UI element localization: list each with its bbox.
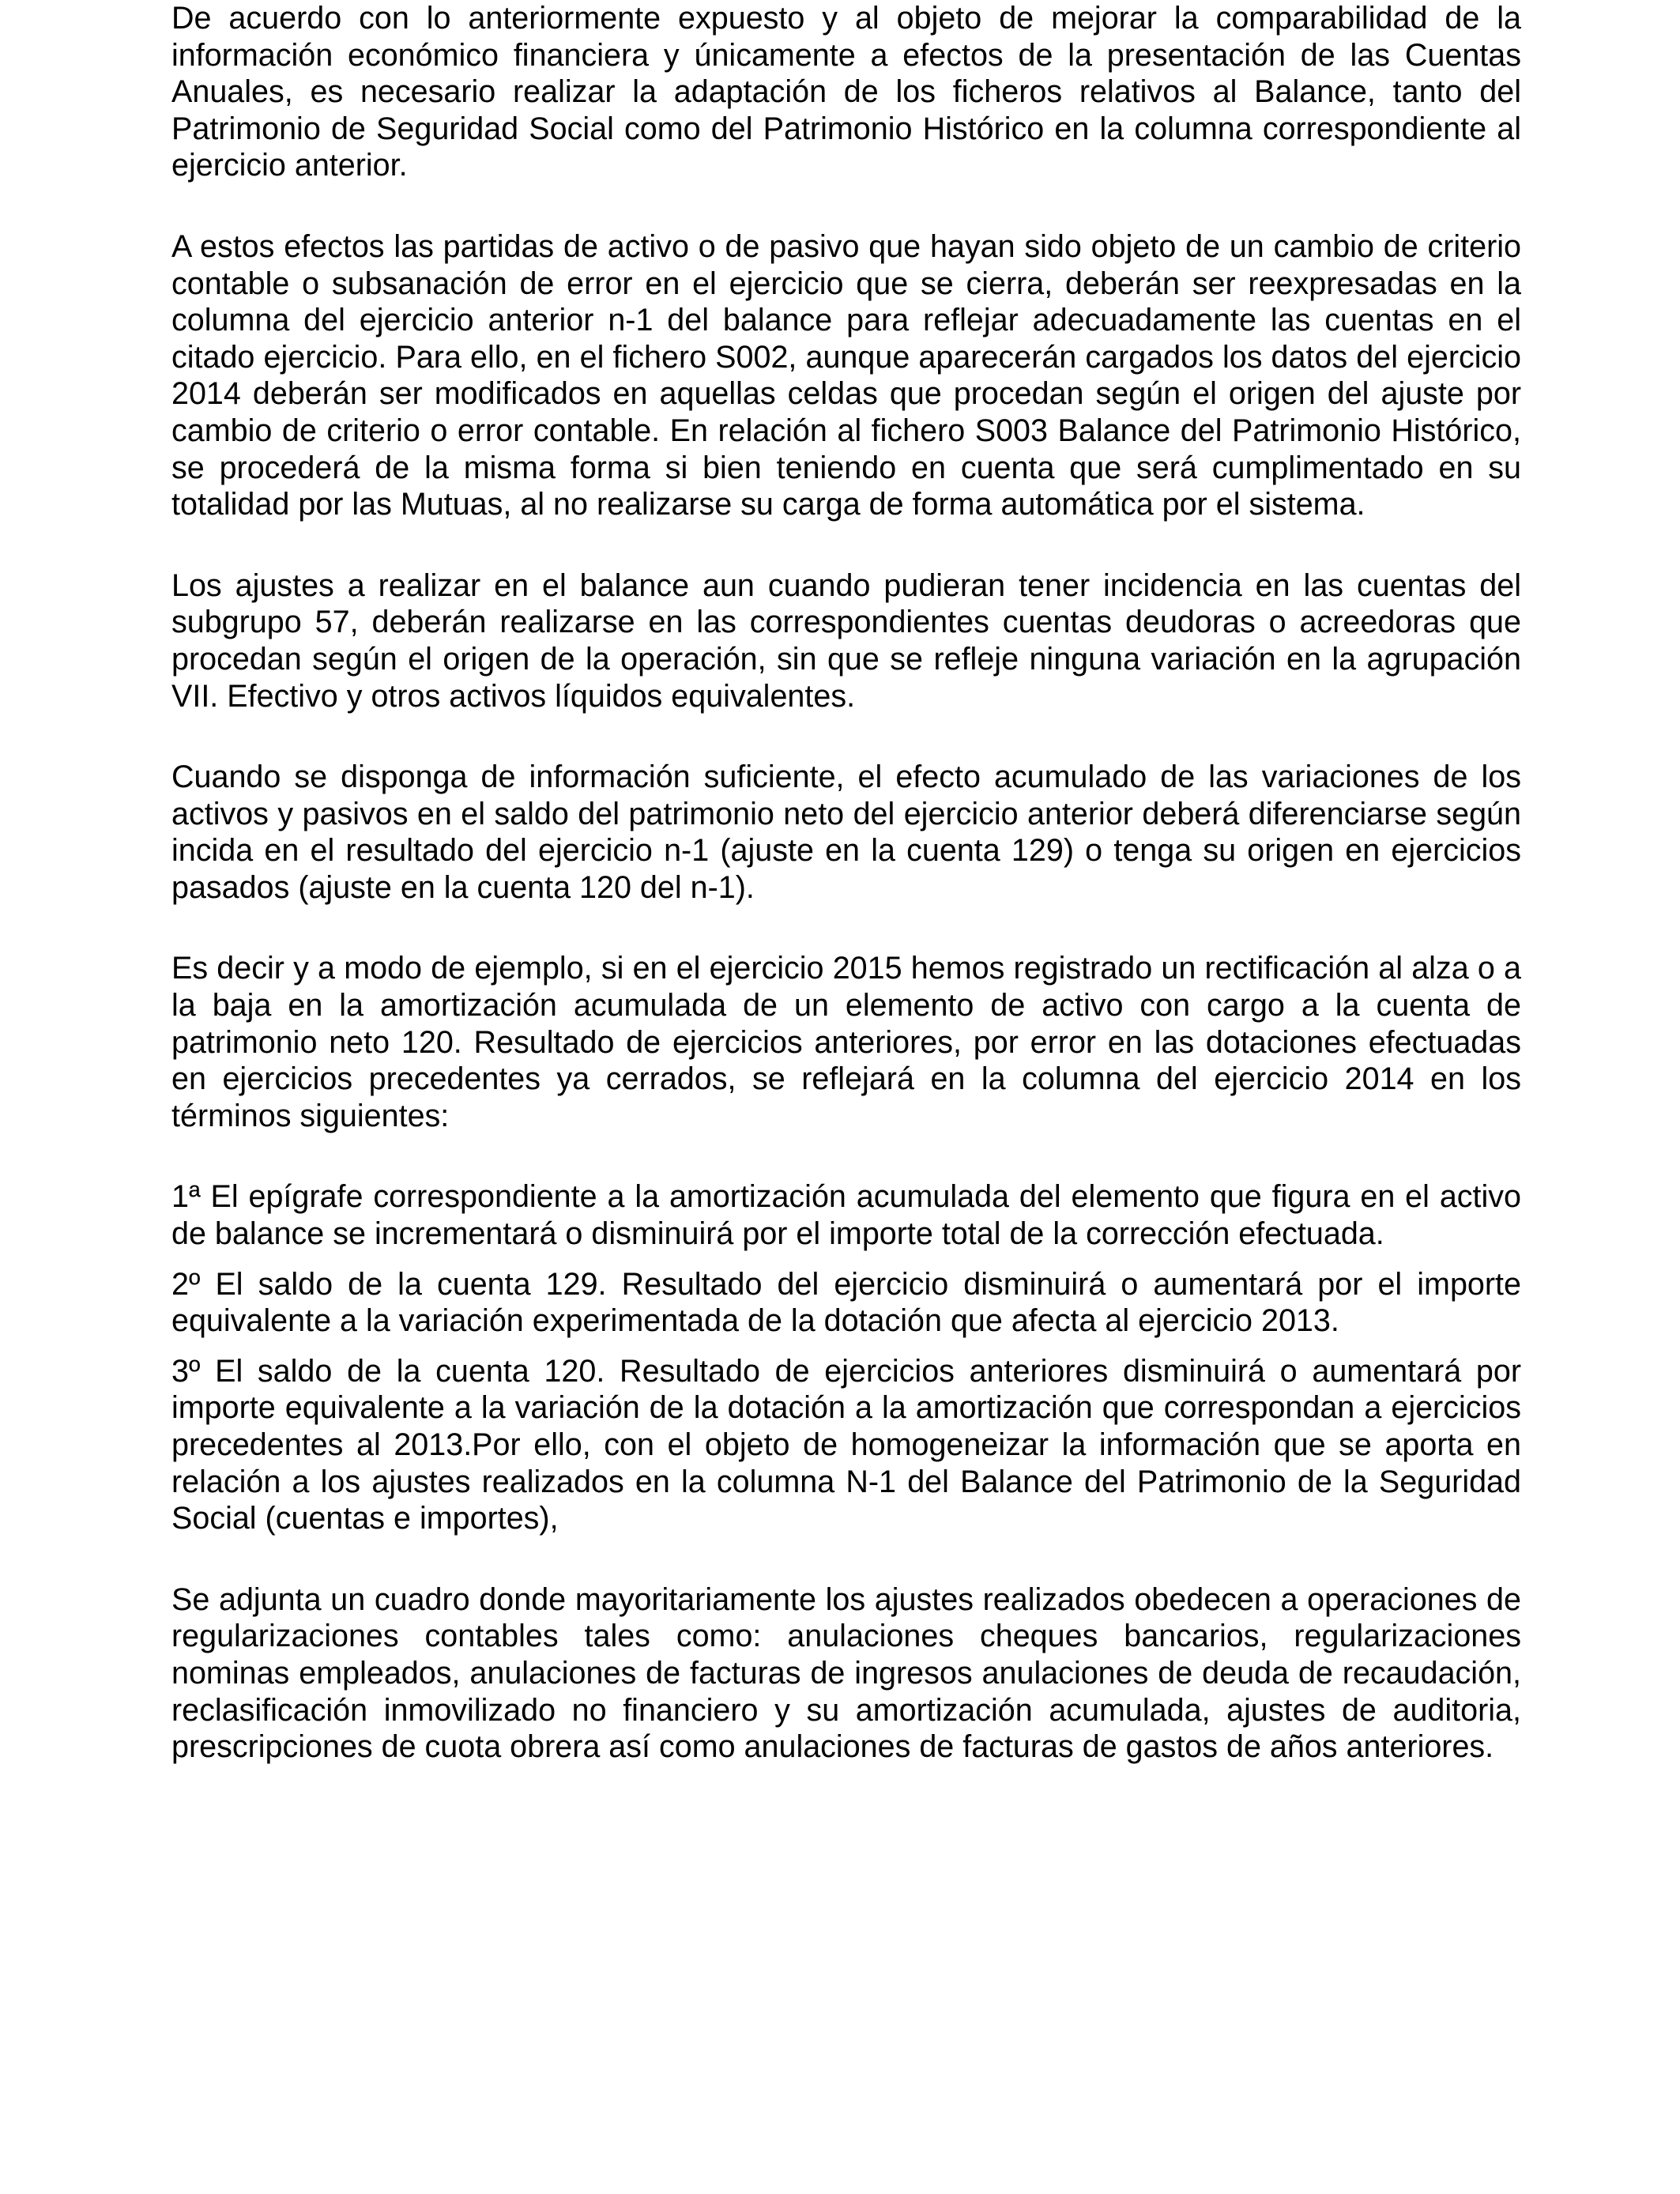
list-item-third: 3º El saldo de la cuenta 120. Resultado de ejercicios anteriores disminuirá o aumentará por importe equivalente a la variación de la dotación a la amortización que correspondan a ejercicios precedentes al 2013.Por ello, con el objeto de homogeneizar la información que se aporta en relación a los ajustes realizados en la columna N-1 del Balance del Patrimonio de la Seguridad Social (cuentas e importes),	[171, 1353, 1521, 1536]
paragraph-cumulative-effect: Cuando se disponga de información suficiente, el efecto acumulado de las variaciones de los activos y pasivos en el saldo del patrimonio neto del ejercicio anterior deberá diferenciarse según incida en el resultado del ejercicio n-1 (ajuste en la cuenta 129) o tenga su origen en ejercicios pasados (ajuste en la cuenta 120 del n-1).	[171, 760, 1521, 905]
paragraph-example: Es decir y a modo de ejemplo, si en el ejercicio 2015 hemos registrado un rectificación al alza o a la baja en la amortización acumulada de un elemento de activo con cargo a la cuenta de patrimonio neto 120. Resultado de ejercicios anteriores, por error en las dotaciones efectuadas en ejercicios precedentes ya cerrados, se reflejará en la columna del ejercicio 2014 en los términos siguientes:	[171, 951, 1521, 1133]
list-item-second: 2º El saldo de la cuenta 129. Resultado del ejercicio disminuirá o aumentará por el importe equivalente a la variación experimentada de la dotación que afecta al ejercicio 2013.	[171, 1266, 1521, 1339]
paragraph-attached-table: Se adjunta un cuadro donde mayoritariamente los ajustes realizados obedecen a operaciones de regularizaciones contables tales como: anulaciones cheques bancarios, regularizaciones nominas empleados, anulaciones de facturas de ingresos anulaciones de deuda de recaudación, reclasificación inmovilizado no financiero y su amortización acumulada, ajustes de auditoria, prescripciones de cuota obrera así como anulaciones de facturas de gastos de años anteriores.	[171, 1581, 1521, 1765]
paragraph-restatement: A estos efectos las partidas de activo o de pasivo que hayan sido objeto de un cambio de criterio contable o subsanación de error en el ejercicio que se cierra, deberán ser reexpresadas en la columna del ejercicio anterior n-1 del balance para reflejar adecuadamente las cuentas en el citado ejercicio. Para ello, en el fichero S002, aunque aparecerán cargados los datos del ejercicio 2014 deberán ser modificados en aquellas celdas que procedan según el origen del ajuste por cambio de criterio o error contable. En relación al fichero S003 Balance del Patrimonio Histórico, se procederá de la misma forma si bien teniendo en cuenta que será cumplimentado en su totalidad por las Mutuas, al no realizarse su carga de forma automática por el sistema.	[171, 228, 1521, 522]
document-body	[171, 0, 1521, 1766]
paragraph-subgroup-57: Los ajustes a realizar en el balance aun cuando pudieran tener incidencia en las cuentas del subgrupo 57, deberán realizarse en las correspondientes cuentas deudoras o acreedoras que procedan según el origen de la operación, sin que se refleje ninguna variación en la agrupación VII. Efectivo y otros activos líquidos equivalentes.	[171, 567, 1521, 714]
list-item-first: 1ª El epígrafe correspondiente a la amortización acumulada del elemento que figura en el activo de balance se incrementará o disminuirá por el importe total de la corrección efectuada.	[171, 1179, 1521, 1252]
paragraph-comparability: De acuerdo con lo anteriormente expuesto y al objeto de mejorar la comparabilidad de la información económico financiera y únicamente a efectos de la presentación de las Cuentas Anuales, es necesario realizar la adaptación de los ficheros relativos al Balance, tanto del Patrimonio de Seguridad Social como del Patrimonio Histórico en la columna correspondiente al ejercicio anterior.	[171, 1, 1521, 183]
